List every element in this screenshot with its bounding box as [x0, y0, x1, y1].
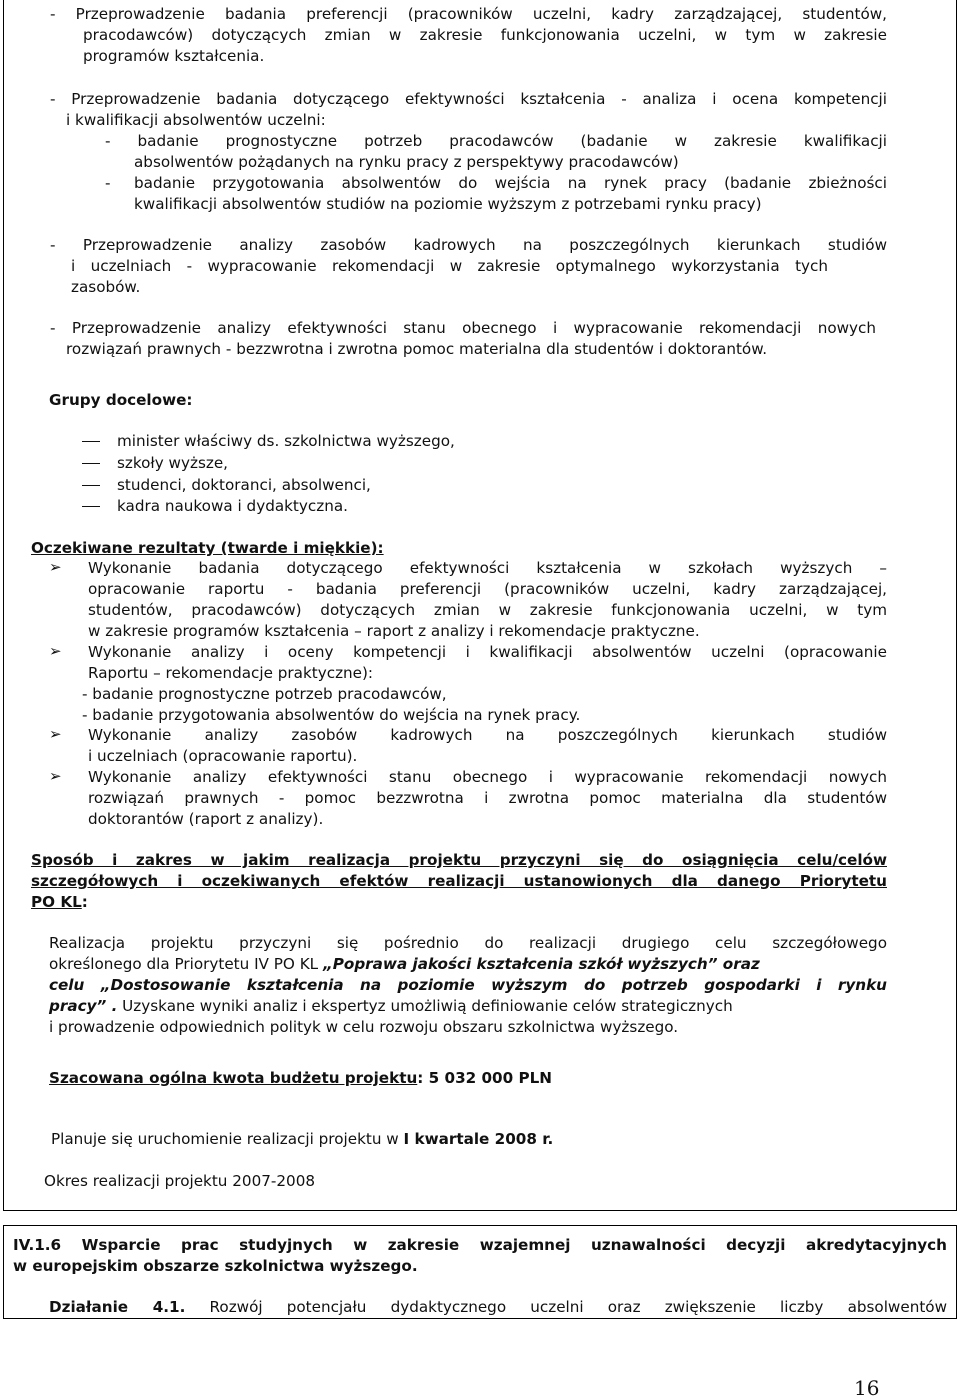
list-item: minister właściwy ds. szkolnictwa wyższego, — [117, 432, 455, 450]
text-line — [49, 954, 760, 975]
dash-bullet-icon — [82, 441, 100, 442]
text-fragment: określonego dla Priorytetu IV PO KL — [49, 955, 323, 973]
list-item: kadra naukowa i dydaktyczna. — [117, 497, 348, 515]
arrow-bullet-icon: ➢ — [49, 642, 62, 660]
target-groups-heading: Grupy docelowe: — [49, 391, 193, 409]
budget-label: Szacowana ogólna kwota budżetu projektu — [49, 1069, 418, 1087]
arrow-bullet-icon: ➢ — [49, 767, 62, 785]
start-value: I kwartale 2008 r. — [403, 1130, 554, 1148]
text-line: i kwalifikacji absolwentów uczelni: — [66, 111, 326, 129]
text-line: rozwiązań prawnych - pomoc bezzwrotna i zwrotna pomoc materialna dla studentów — [88, 789, 887, 807]
section-title: IV.1.6 Wsparcie prac studyjnych w zakresie wzajemnej uznawalności decyzji akredytacyjnych — [13, 1236, 947, 1254]
action-text: Rozwój potencjału dydaktycznego uczelni oraz zwiększenie liczby absolwentów — [185, 1298, 947, 1316]
text-line: - badanie prognostyczne potrzeb pracodawców, — [82, 685, 447, 703]
text-line: badanie przygotowania absolwentów do wejścia na rynek pracy (badanie zbieżności — [134, 174, 887, 192]
text-fragment: „Poprawa jakości kształcenia szkół wyższych” oraz — [322, 955, 760, 973]
text-line: Realizacja projektu przyczyni się pośrednio do realizacji drugiego celu szczegółowego — [49, 934, 887, 952]
text-line: - — [105, 174, 111, 192]
text-line — [49, 996, 733, 1017]
text-line: - Przeprowadzenie badania dotyczącego efektywności kształcenia - analiza i ocena kompetencji — [50, 90, 887, 108]
text-line: Wykonanie analizy efektywności stanu obecnego i wypracowanie rekomendacji nowych — [88, 768, 887, 786]
text-line: programów kształcenia. — [83, 47, 265, 65]
results-heading: Oczekiwane rezultaty (twarde i miękkie): — [31, 539, 384, 557]
text-line: Raportu – rekomendacje praktyczne): — [88, 664, 374, 682]
text-line: zasobów. — [71, 278, 141, 296]
text-line: absolwentów pożądanych na rynku pracy z perspektywy pracodawców) — [134, 153, 679, 171]
start-text: Planuje się uruchomienie realizacji projektu w — [51, 1130, 404, 1148]
action-line — [49, 1297, 947, 1318]
text-line: - Przeprowadzenie badania preferencji (pracowników uczelni, kadry zarządzającej, studentów, — [50, 5, 887, 23]
action-label: Działanie 4.1. — [49, 1298, 186, 1316]
list-item: szkoły wyższe, — [117, 454, 228, 472]
section-title: w europejskim obszarze szkolnictwa wyższego. — [13, 1257, 418, 1275]
text-line: i uczelniach (opracowanie raportu). — [88, 747, 358, 765]
text-line: Wykonanie analizy i oceny kompetencji i kwalifikacji absolwentów uczelni (opracowanie — [88, 643, 887, 661]
heading-fragment: : — [81, 893, 88, 911]
text-line: Wykonanie badania dotyczącego efektywności kształcenia w szkołach wyższych – — [88, 559, 887, 577]
text-line: opracowanie raportu - badania preferencji (pracowników uczelni, kadry zarządzającej, — [88, 580, 887, 598]
dash-bullet-icon — [82, 506, 100, 507]
text-fragment: Uzyskane wyniki analiz i ekspertyz umożliwią definiowanie celów strategicznych — [117, 997, 733, 1015]
budget-value: 5 032 000 PLN — [423, 1069, 553, 1087]
budget-colon: : — [417, 1069, 424, 1087]
text-line: studentów, pracodawców) dotyczących zmian w zakresie funkcjonowania uczelni, w tym — [88, 601, 887, 619]
text-line: Wykonanie analizy zasobów kadrowych na poszczególnych kierunkach studiów — [88, 726, 887, 744]
text-fragment: pracy” . — [49, 997, 118, 1015]
text-line: i uczelniach - wypracowanie rekomendacji w zakresie optymalnego wykorzystania tych — [71, 257, 828, 275]
dash-bullet-icon — [82, 485, 100, 486]
dash-bullet-icon — [82, 463, 100, 464]
method-heading: Sposób i zakres w jakim realizacja projektu przyczyni się do osiągnięcia celu/celów — [31, 851, 887, 869]
arrow-bullet-icon: ➢ — [49, 558, 62, 576]
period-line: Okres realizacji projektu 2007-2008 — [44, 1172, 316, 1190]
text-line: kwalifikacji absolwentów studiów na poziomie wyższym z potrzebami rynku pracy) — [134, 195, 762, 213]
text-line: - badanie przygotowania absolwentów do wejścia na rynek pracy. — [82, 706, 581, 724]
text-line: celu „Dostosowanie kształcenia na poziomie wyższym do potrzeb gospodarki i rynku — [49, 976, 887, 994]
text-line: rozwiązań prawnych - bezzwrotna i zwrotna pomoc materialna dla studentów i doktorantów. — [66, 340, 768, 358]
method-heading: szczegółowych i oczekiwanych efektów realizacji ustanowionych dla danego Priorytetu — [31, 872, 887, 890]
budget-line — [49, 1068, 552, 1089]
arrow-bullet-icon: ➢ — [49, 725, 62, 743]
text-line: - Przeprowadzenie analizy efektywności stanu obecnego i wypracowanie rekomendacji nowych — [50, 319, 876, 337]
page-number: 16 — [854, 1376, 880, 1400]
method-heading — [31, 892, 88, 913]
text-line: pracodawców) dotyczących zmian w zakresie funkcjonowania uczelni, w tym w zakresie — [83, 26, 887, 44]
text-line: - Przeprowadzenie analizy zasobów kadrowych na poszczególnych kierunkach studiów — [50, 236, 887, 254]
text-line: doktorantów (raport z analizy). — [88, 810, 324, 828]
text-line: w zakresie programów kształcenia – raport z analizy i rekomendacje praktyczne. — [88, 622, 700, 640]
text-line: - badanie prognostyczne potrzeb pracodawców (badanie w zakresie kwalifikacji — [105, 132, 887, 150]
start-line — [51, 1129, 553, 1150]
list-item: studenci, doktoranci, absolwenci, — [117, 476, 371, 494]
heading-fragment: PO KL — [31, 893, 82, 911]
text-line: i prowadzenie odpowiednich polityk w celu rozwoju obszaru szkolnictwa wyższego. — [49, 1018, 679, 1036]
